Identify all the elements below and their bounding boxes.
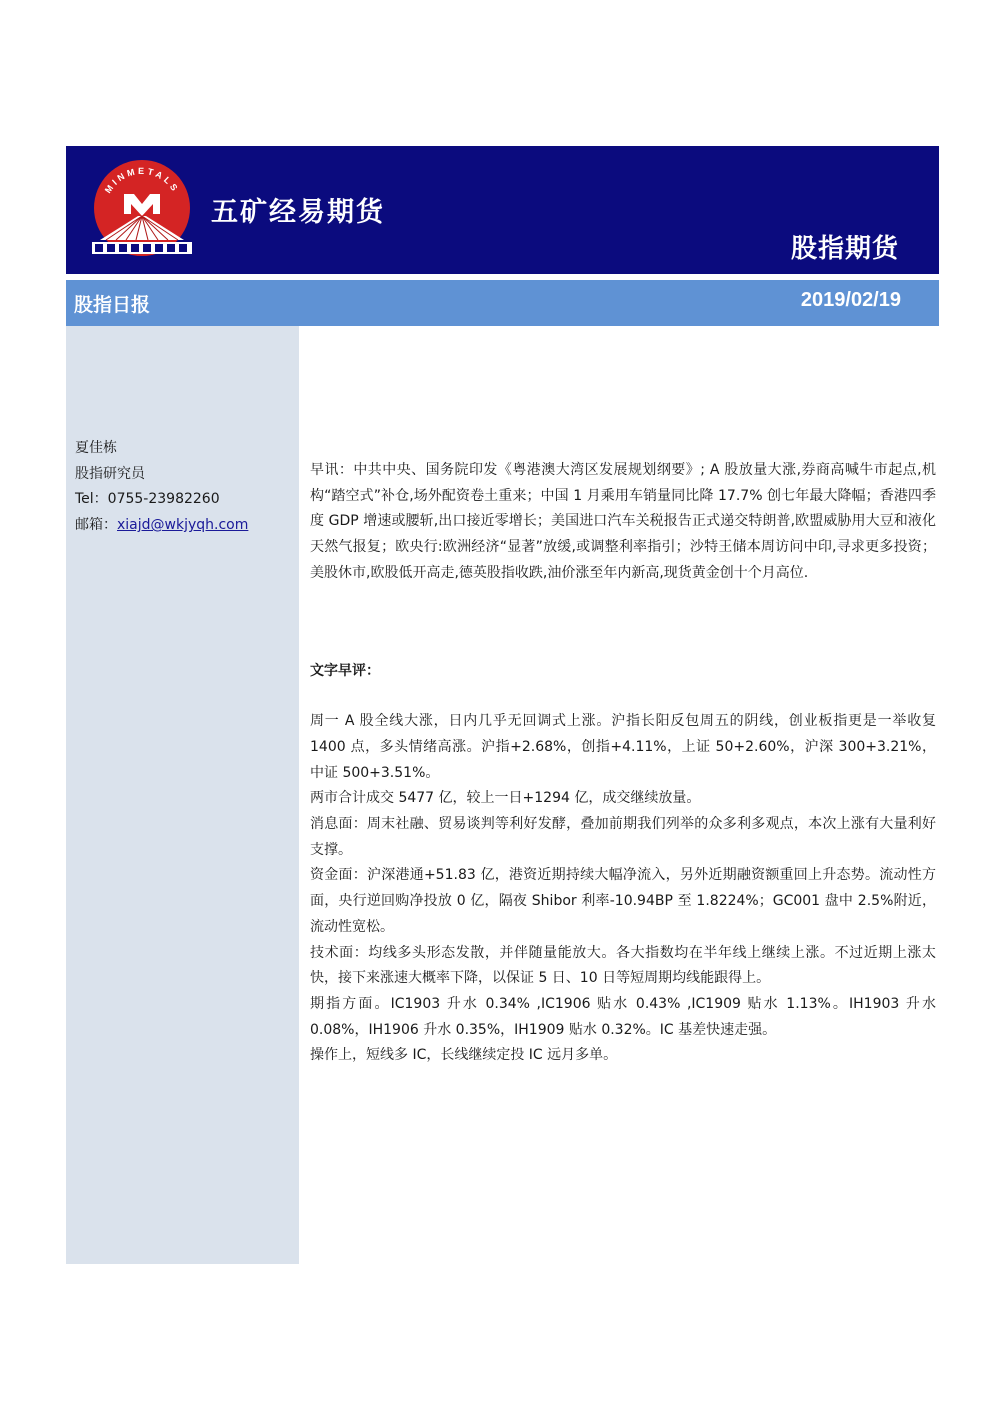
report-date: 2019/02/19 bbox=[800, 289, 901, 311]
svg-text:MINMETALS: MINMETALS bbox=[102, 165, 182, 195]
email-link[interactable]: xiajd@wkjyqh.com bbox=[117, 517, 249, 534]
author-name: 夏佳栋 bbox=[75, 440, 117, 456]
commentary-paragraph: 技术面：均线多头形态发散，并伴随量能放大。各大指数均在半年线上继续上涨。不过近期上涨太快，接下来涨速大概率下降，以保证 5 日、10 日等短周期均线能跟得上。 bbox=[310, 944, 936, 987]
minmetals-logo bbox=[90, 158, 194, 258]
author-tel: Tel：0755-23982260 bbox=[75, 491, 220, 508]
author-email-row bbox=[75, 513, 248, 539]
author-info bbox=[75, 436, 248, 539]
commentary-paragraph: 操作上，短线多 IC，长线继续定投 IC 远月多单。 bbox=[310, 1047, 618, 1064]
commentary-paragraph: 资金面：沪深港通+51.83 亿，港资近期持续大幅净流入，另外近期融资额重回上升态势。流动性方面，央行逆回购净投放 0 亿，隔夜 Shibor 利率-10.94BP 至 1.8224%；GC001 盘中 2.5%附近，流动性宽松。 bbox=[310, 867, 936, 935]
author-title: 股指研究员 bbox=[75, 465, 145, 482]
commentary-paragraph: 消息面：周末社融、贸易谈判等利好发酵，叠加前期我们列举的众多利多观点，本次上涨有大量利好支撑。 bbox=[310, 816, 936, 858]
brand-title: 五矿经易期货 bbox=[211, 197, 385, 228]
commentary-paragraph: 周一 A 股全线大涨，日内几乎无回调式上涨。沪指长阳反包周五的阴线，创业板指更是一举收复 1400 点，多头情绪高涨。沪指+2.68%，创指+4.11%，上证 50+2.60%，沪深 300+3.21%，中证 500+3.51%。 bbox=[310, 713, 936, 781]
main-content bbox=[310, 458, 936, 1069]
commentary-paragraph: 两市合计成交 5477 亿，较上一日+1294 亿，成交继续放量。 bbox=[310, 790, 701, 807]
commentary-paragraph: 期指方面。IC1903 升水 0.34% ,IC1906 贴水 0.43% ,IC1909 贴水 1.13%。IH1903 升水 0.08%，IH1906 升水 0.35%，IH1909 贴水 0.32%。IC 基差快速走强。 bbox=[310, 995, 936, 1038]
header-band bbox=[66, 146, 939, 274]
morning-news: 早讯：中共中央、国务院印发《粤港澳大湾区发展规划纲要》; A 股放量大涨,券商高喊牛市起点,机构“踏空式”补仓,场外配资卷土重来；中国 1 月乘用车销量同比降 17.7% 创七年最大降幅；香港四季度 GDP 增速或腰斩,出口接近零增长；美国进口汽车关税报告正式递交特朗普,欧盟威胁用大豆和液化天然气报复；欧央行:欧洲经济“显著”放缓,或调整利率指引；沙特王储本周访问中印,寻求更多投资；美股休市,欧股低开高走,德英股指收跌,油价涨至年内新高,现货黄金创十个月高位. bbox=[310, 462, 936, 581]
email-label: 邮箱： bbox=[75, 517, 117, 534]
section-title: 股指期货 bbox=[790, 234, 899, 264]
report-bar bbox=[66, 280, 939, 326]
sidebar bbox=[66, 326, 299, 1264]
commentary-heading: 文字早评： bbox=[310, 662, 380, 679]
report-name: 股指日报 bbox=[74, 294, 151, 316]
